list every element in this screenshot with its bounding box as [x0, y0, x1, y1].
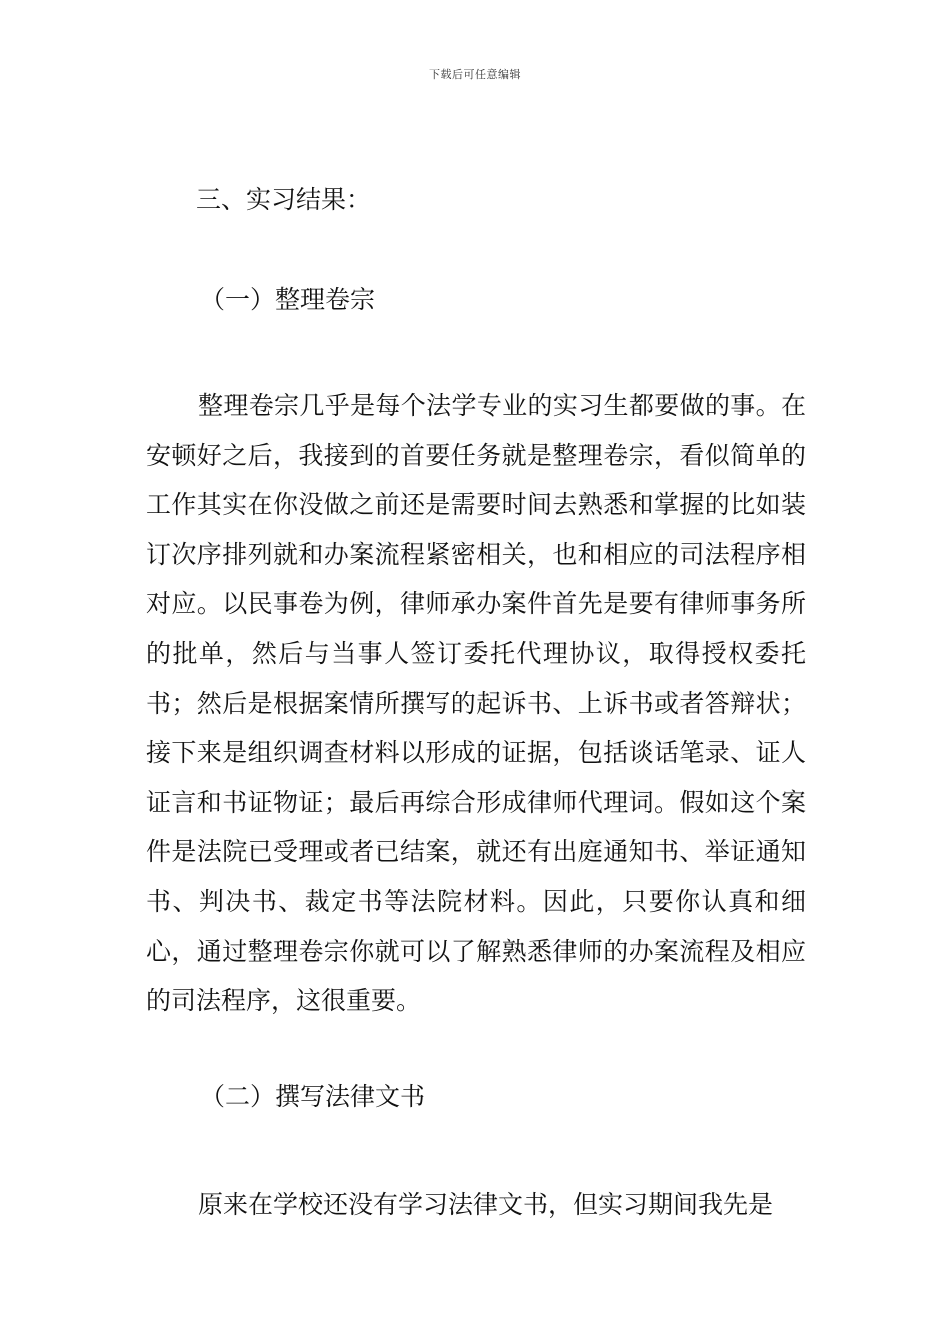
body-paragraph-2: 原来在学校还没有学习法律文书，但实习期间我先是 [198, 1190, 774, 1219]
subsection-title-1: （一）整理卷宗 [200, 285, 376, 314]
page-header: 下载后可任意编辑 [429, 68, 521, 81]
body-paragraph-1: 整理卷宗几乎是每个法学专业的实习生都要做的事。在安顿好之后，我接到的首要任务就是整理卷宗，看似简单的工作其实在你没做之前还是需要时间去熟悉和掌握的比如装订次序排列就和办案流程紧密相关，也和相应的司法程序相对应。以民事卷为例，律师承办案件首先是要有律师事务所的批单，然后与当事人签订委托代理协议，取得授权委托书；然后是根据案情所撰写的起诉书、上诉书或者答辩状；接下来是组织调查材料以形成的证据，包括谈话笔录、证人证言和书证物证；最后再综合形成律师代理词。假如这个案件是法院已受理或者已结案，就还有出庭通知书、举证通知书、判决书、裁定书等法院材料。因此，只要你认真和细心，通过整理卷宗你就可以了解熟悉律师的办案流程及相应的司法程序，这很重要。 [146, 391, 806, 1016]
section-title: 三、实习结果： [196, 185, 372, 214]
subsection-title-2: （二）撰写法律文书 [200, 1082, 426, 1111]
